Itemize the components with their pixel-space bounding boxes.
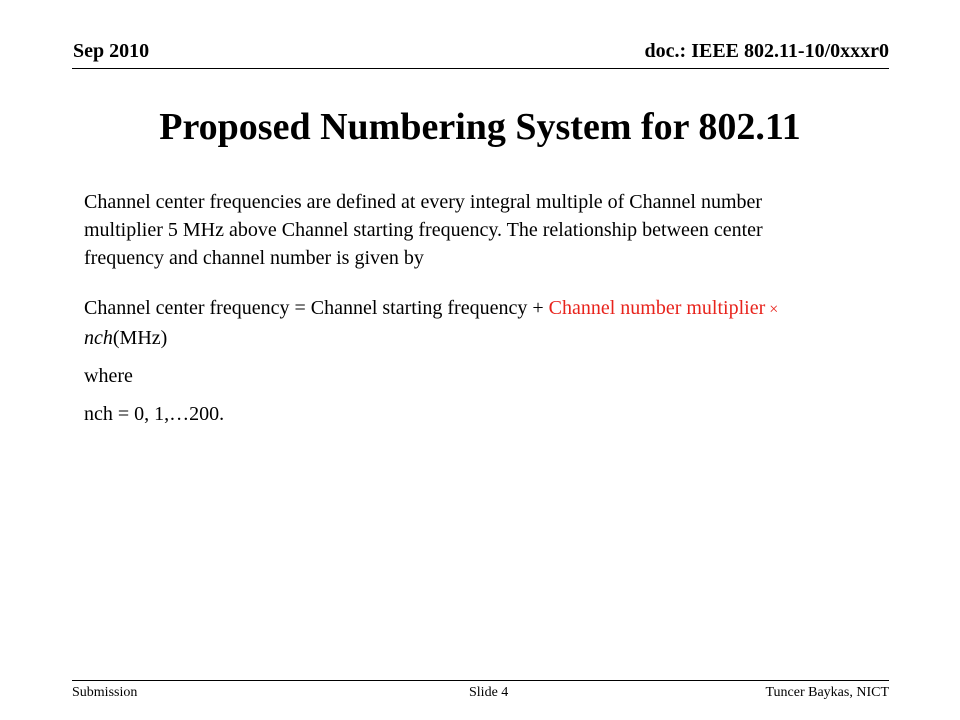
nch-range: nch = 0, 1,…200.	[84, 403, 225, 425]
formula-highlight: Channel number multiplier	[548, 297, 766, 319]
footer-author: Tuncer Baykas, NICT	[765, 685, 889, 700]
header-doc-id: doc.: IEEE 802.11-10/0xxxr0	[644, 40, 889, 62]
slide-body	[84, 188, 844, 428]
formula-times: ×	[765, 301, 779, 318]
formula	[84, 294, 844, 352]
header-date: Sep 2010	[73, 40, 150, 62]
footer-submission: Submission	[72, 685, 138, 700]
formula-unit: (MHz)	[112, 327, 168, 349]
formula-lhs: Channel center frequency = Channel starting frequency +	[84, 297, 549, 319]
formula-variable: nch	[84, 327, 113, 349]
footer-divider	[72, 680, 889, 681]
header-divider	[72, 68, 889, 69]
footer-slide-number: Slide 4	[469, 685, 509, 700]
slide-title: Proposed Numbering System for 802.11	[159, 106, 801, 148]
where-label: where	[84, 365, 133, 387]
description-paragraph: Channel center frequencies are defined at every integral multiple of Channel number multiplier 5 MHz above Channel starting frequency. The relationship between center frequency and channel number is given by	[84, 191, 763, 269]
